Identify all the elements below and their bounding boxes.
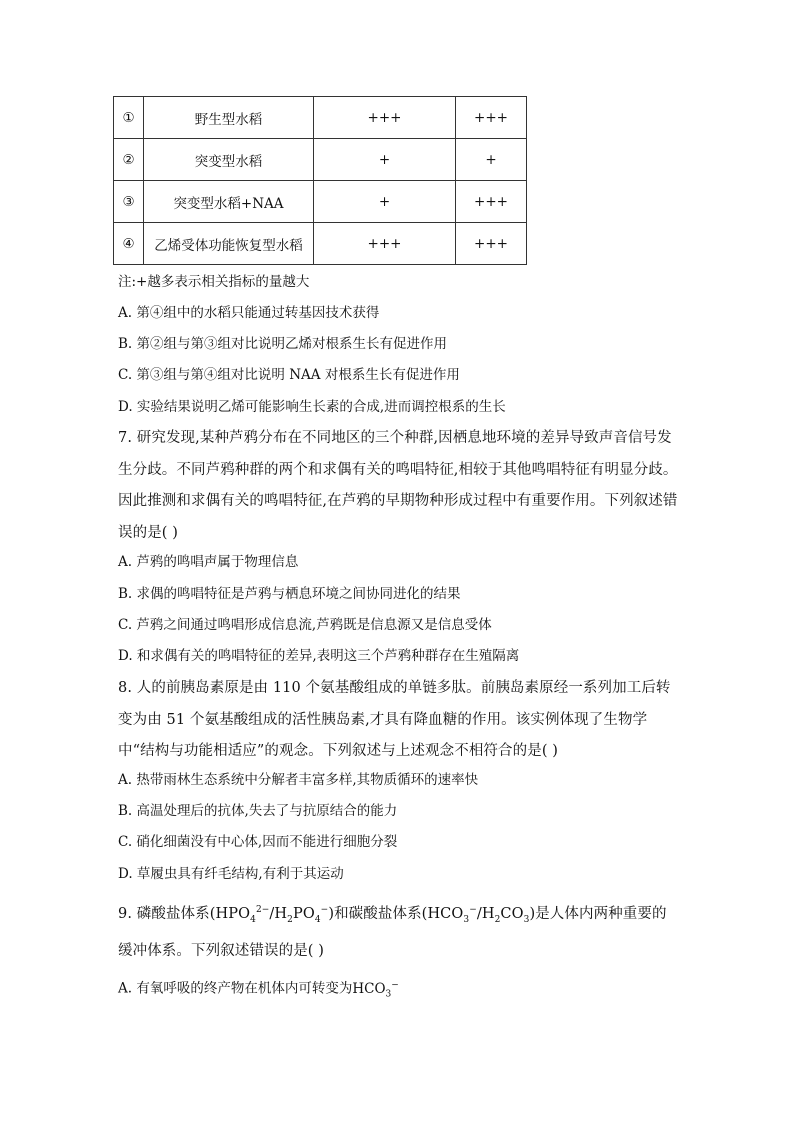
row-group-name: 突变型水稻+NAA [144, 181, 314, 223]
results-table [113, 96, 527, 265]
row-group-name: 乙烯受体功能恢复型水稻 [144, 223, 314, 265]
q6-option-b: B. 第②组与第③组对比说明乙烯对根系生长有促进作用 [118, 336, 448, 352]
q8-option-b: B. 高温处理后的抗体,失去了与抗原结合的能力 [118, 803, 398, 819]
table-row [114, 181, 527, 223]
row-group-name: 突变型水稻 [144, 139, 314, 181]
row-number: ④ [114, 223, 144, 265]
q8-option-d: D. 草履虫具有纤毛结构,有利于其运动 [118, 866, 344, 882]
table-row [114, 139, 527, 181]
bicarbonate-formula: $HCO_3^-$ [352, 980, 399, 1000]
q8-option-a: A. 热带雨林生态系统中分解者丰富多样,其物质循环的速率快 [118, 772, 479, 788]
q7-option-b: B. 求偶的鸣唱特征是芦鸦与栖息环境之间协同进化的结果 [118, 586, 461, 602]
q9-stem-part3: )是人体内两种重要的缓冲体系。下列叙述错误的是( ) [118, 905, 667, 960]
q7-option-c: C. 芦鸦之间通过鸣唱形成信息流,芦鸦既是信息源又是信息受体 [118, 617, 492, 633]
table-note: 注:+越多表示相关指标的量越大 [118, 274, 310, 290]
table-row [114, 223, 527, 265]
q7-stem: 7. 研究发现,某种芦鸦分布在不同地区的三个种群,因栖息地环境的差异导致声音信号发生分歧。不同芦鸦种群的两个和求偶有关的鸣唱特征,相较于其他鸣唱特征有明显分歧。因此推测和求偶有关的鸣唱特征,在芦鸦的早期物种形成过程中有重要作用。下列叙述错误的是( ) [118, 430, 678, 541]
row-group-name: 野生型水稻 [144, 97, 314, 139]
row-value-a: +++ [314, 97, 456, 139]
q9-stem-part1: 9. 磷酸盐体系( [118, 905, 216, 922]
row-value-b: +++ [456, 97, 527, 139]
row-value-a: + [314, 139, 456, 181]
q7-option-d: D. 和求偶有关的鸣唱特征的差异,表明这三个芦鸦种群存在生殖隔离 [118, 648, 520, 664]
row-value-b: +++ [456, 181, 527, 223]
q6-option-a: A. 第④组中的水稻只能通过转基因技术获得 [118, 305, 380, 321]
phosphate-formula: $HPO_4^{2-}/H_2PO_4^-$ [215, 905, 329, 925]
row-number: ③ [114, 181, 144, 223]
row-value-b: + [456, 139, 527, 181]
q6-option-c: C. 第③组与第④组对比说明 NAA 对根系生长有促进作用 [118, 367, 460, 383]
row-value-b: +++ [456, 223, 527, 265]
row-number: ② [114, 139, 144, 181]
q9-stem [118, 895, 678, 968]
q9-option-a-text: A. 有氧呼吸的终产物在机体内可转变为 [118, 980, 353, 997]
q8-option-c: C. 硝化细菌没有中心体,因而不能进行细胞分裂 [118, 834, 398, 850]
row-value-a: + [314, 181, 456, 223]
row-number: ① [114, 97, 144, 139]
carbonate-formula: $HCO_3^-/H_2CO_3$ [427, 905, 530, 925]
q6-option-d: D. 实验结果说明乙烯可能影响生长素的合成,进而调控根系的生长 [118, 399, 506, 415]
q7-option-a: A. 芦鸦的鸣唱声属于物理信息 [118, 554, 299, 570]
q9-stem-part2: )和碳酸盐体系( [328, 905, 428, 922]
row-value-a: +++ [314, 223, 456, 265]
table-row [114, 97, 527, 139]
q8-stem: 8. 人的前胰岛素原是由 110 个氨基酸组成的单链多肽。前胰岛素原经一系列加工后转变为由 51 个氨基酸组成的活性胰岛素,才具有降血糖的作用。该实例体现了生物学中“结构与功能相适应”的观念。下列叙述与上述观念不相符合的是( ) [118, 680, 671, 759]
q9-option-a [118, 975, 399, 1004]
